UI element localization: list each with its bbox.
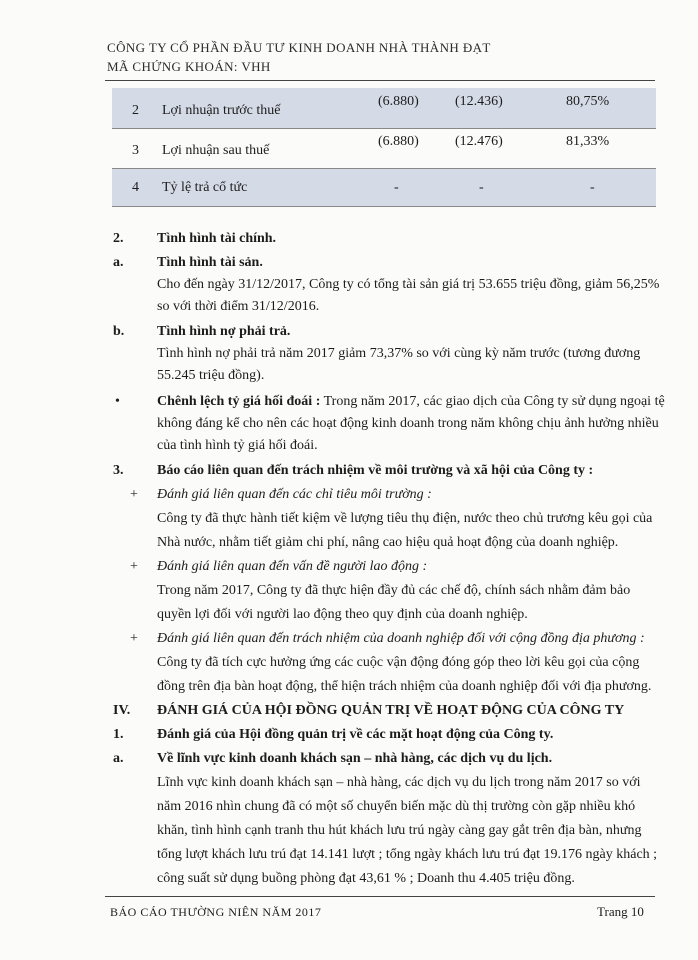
paragraph-line: không đáng kể cho nên các hoạt động kinh doanh trong năm không chịu ảnh hưởng nhiều (157, 416, 659, 431)
row-ratio: 80,75% (566, 94, 610, 109)
table-rule (112, 128, 656, 129)
subsection-number: a. (113, 255, 124, 270)
paragraph-line: khăn, tình hình cạnh tranh thu hút khách lưu trú ngày càng gay gắt trên địa bàn, nhưng (157, 823, 642, 838)
paragraph-line: công suất sử dụng buồng phòng đạt 43,61 % ; Doanh thu 4.405 triệu đồng. (157, 871, 575, 886)
subsection-title: Đánh giá của Hội đồng quản trị về các mặt hoạt động của Công ty. (157, 727, 554, 742)
row-ratio: 81,33% (566, 134, 610, 149)
row-item: Tỷ lệ trả cổ tức (162, 180, 248, 195)
item-title: Đánh giá liên quan đến vấn đề người lao động : (157, 559, 428, 574)
header-divider (105, 80, 655, 81)
paragraph-line: Tình hình nợ phải trả năm 2017 giảm 73,37% so với cùng kỳ năm trước (tương đương (157, 346, 641, 361)
table-rule (112, 206, 656, 207)
row-value-2017: - (394, 180, 399, 195)
paragraph-line: so với thời điểm 31/12/2016. (157, 299, 320, 314)
row-value-2017: (6.880) (378, 94, 419, 109)
row-value-2017: (6.880) (378, 134, 419, 149)
paragraph-line: năm 2016 nhìn chung đã có một số chuyển biến mặc dù thị trường còn gặp nhiều khó (157, 799, 636, 814)
plus-icon: + (130, 631, 138, 646)
row-number: 4 (132, 180, 139, 195)
paragraph-line: Công ty đã tích cực hưởng ứng các cuộc vận động đóng góp theo lời kêu gọi của cộng (157, 655, 640, 670)
paragraph-line: Công ty đã thực hành tiết kiệm về lượng tiêu thụ điện, nước theo chủ trương kêu gọi của (157, 511, 653, 526)
row-item: Lợi nhuận trước thuế (162, 103, 281, 118)
section-number: 3. (113, 463, 124, 478)
bullet-title: Chênh lệch tỷ giá hối đoái : (157, 394, 321, 409)
paragraph-line: Nhà nước, nhằm tiết giảm chi phí, nâng cao hiệu quả hoạt động của doanh nghiệp. (157, 535, 619, 550)
subsection-number: 1. (113, 727, 124, 742)
row-number: 3 (132, 143, 139, 158)
footer-report-title: BÁO CÁO THƯỜNG NIÊN NĂM 2017 (110, 905, 322, 919)
section-number: IV. (113, 703, 131, 718)
row-value-2016: (12.476) (455, 134, 503, 149)
paragraph-line: Lĩnh vực kinh doanh khách sạn – nhà hàng, các dịch vụ du lịch trong năm 2017 so với (157, 775, 641, 790)
section-title: Báo cáo liên quan đến trách nhiệm về môi trường và xã hội của Công ty : (157, 463, 594, 478)
paragraph-line: Trong năm 2017, Công ty đã thực hiện đầy đủ các chế độ, chính sách nhằm đảm bảo (157, 583, 631, 598)
row-value-2016: (12.436) (455, 94, 503, 109)
section-title: ĐÁNH GIÁ CỦA HỘI ĐỒNG QUẢN TRỊ VỀ HOẠT ĐỘNG CỦA CÔNG TY (157, 703, 625, 718)
item-title: Đánh giá liên quan đến trách nhiệm của doanh nghiệp đối với cộng đồng địa phương : (157, 631, 645, 646)
plus-icon: + (130, 559, 138, 574)
item-title: Đánh giá liên quan đến các chỉ tiêu môi trường : (157, 487, 432, 502)
paragraph-line: đồng trên địa bàn hoạt động, thể hiện trách nhiệm của doanh nghiệp đối với địa phương. (157, 679, 652, 694)
row-ratio: - (590, 180, 595, 195)
row-value-2016: - (479, 180, 484, 195)
footer-divider (105, 896, 655, 897)
table-rule (112, 168, 656, 169)
bullet-text: Trong năm 2017, các giao dịch của Công ty sử dụng ngoại tệ (320, 394, 665, 409)
subsection-title: Về lĩnh vực kinh doanh khách sạn – nhà hàng, các dịch vụ du lịch. (157, 751, 553, 766)
subsection-number: a. (113, 751, 124, 766)
section-title: Tình hình tài chính. (157, 231, 277, 246)
page-number: Trang 10 (597, 904, 644, 919)
paragraph-line: quyền lợi đối với người lao động theo quy định của doanh nghiệp. (157, 607, 528, 622)
paragraph-line: tổng lượt khách lưu trú đạt 14.141 lượt ; tổng ngày khách lưu trú đạt 19.176 ngày khách ; (157, 847, 658, 862)
paragraph-line (157, 394, 665, 410)
company-name: CÔNG TY CỔ PHẦN ĐẦU TƯ KINH DOANH NHÀ THÀNH ĐẠT (107, 40, 491, 55)
stock-code: MÃ CHỨNG KHOÁN: VHH (107, 59, 271, 74)
plus-icon: + (130, 487, 138, 502)
row-number: 2 (132, 103, 139, 118)
paragraph-line: Cho đến ngày 31/12/2017, Công ty có tổng tài sản giá trị 53.655 triệu đồng, giảm 56,25% (157, 277, 660, 292)
section-number: 2. (113, 231, 124, 246)
subsection-title: Tình hình nợ phải trả. (157, 324, 291, 339)
paragraph-line: của tình hình tỷ giá hối đoái. (157, 438, 318, 453)
subsection-title: Tình hình tài sản. (157, 255, 263, 270)
bullet-icon: • (115, 394, 120, 409)
row-item: Lợi nhuận sau thuế (162, 143, 270, 158)
subsection-number: b. (113, 324, 125, 339)
paragraph-line: 55.245 triệu đồng). (157, 368, 265, 383)
